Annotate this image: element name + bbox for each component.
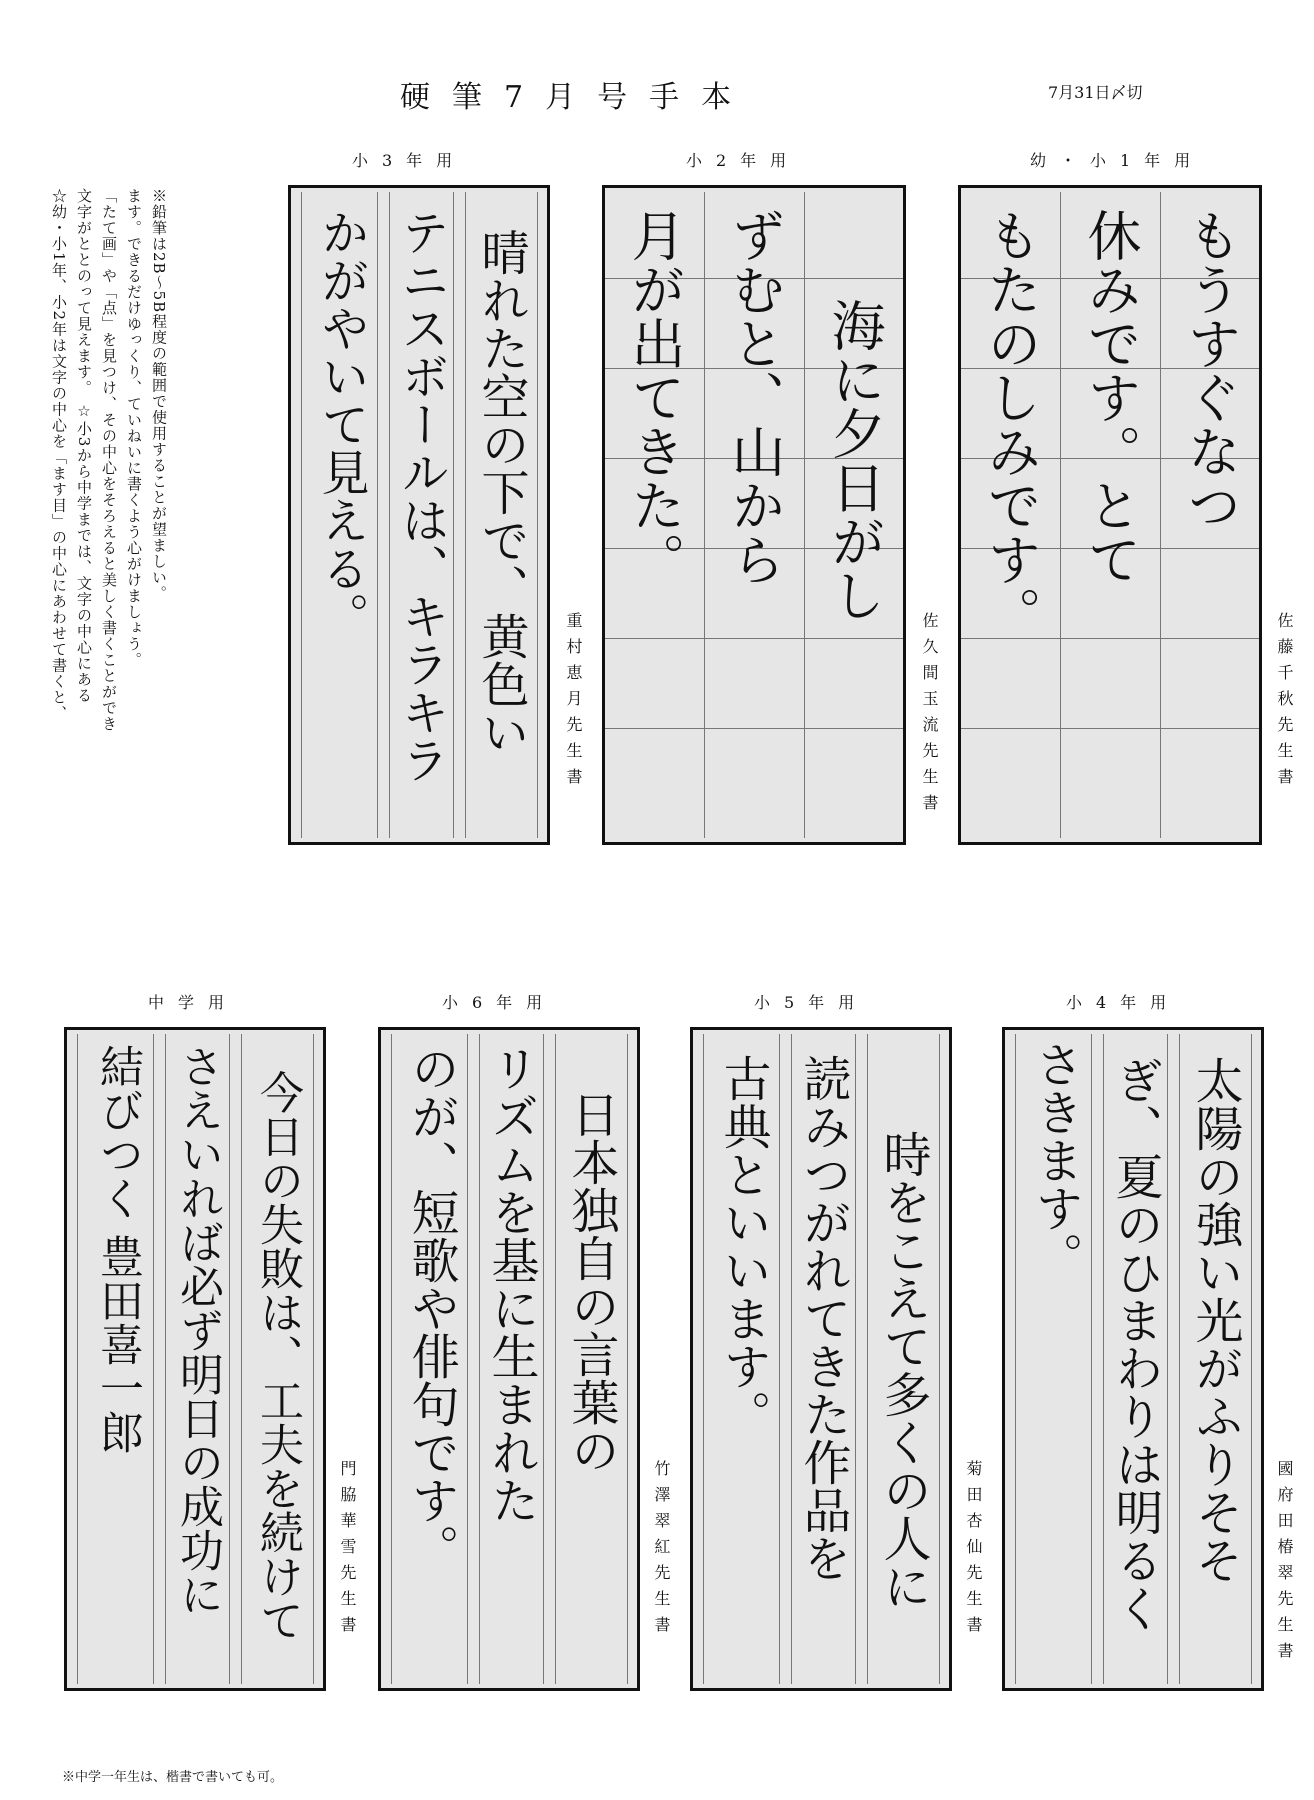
signature: 國府田椿翠先生書 [1275, 1460, 1294, 1668]
grade-label-3: 小3年用 [352, 151, 467, 170]
text-column: リズムを基に生まれた [483, 1044, 539, 1524]
grade-label-jhs: 中学用 [148, 993, 239, 1012]
text-column: テニスボールは、キラキラ [393, 208, 449, 784]
signature: 佐久間玉流先生書 [920, 612, 939, 820]
text-column: 時をこえて多くの人に [875, 1130, 931, 1610]
text-column: 読みつがれてきた作品を [795, 1054, 851, 1582]
text-column: かがやいて見える。 [313, 208, 369, 640]
text-column: ぎ、夏のひまわりは明るく [1107, 1056, 1163, 1632]
grade-label-6: 小6年用 [442, 993, 557, 1012]
text-column: さきます。 [1027, 1040, 1083, 1280]
instruction-notes [46, 188, 171, 748]
text-column: もたのしみです。 [979, 208, 1042, 640]
page-title: 硬筆7月号手本 [400, 80, 754, 115]
text-column: 海に夕日がし [823, 298, 886, 622]
note-line-5: ※鉛筆は2B〜5B程度の範囲で使用することが望ましい。 [150, 188, 168, 602]
note-line-2: 文字がととのって見えます。 ☆小3から中学までは、文字の中心にある [75, 188, 93, 704]
note-line-4: ます。できるだけゆっくり、ていねいに書くよう心がけましょう。 [125, 188, 143, 668]
grade-label-2: 小2年用 [686, 151, 801, 170]
footnote: ※中学一年生は、楷書で書いても可。 [62, 1770, 284, 1785]
note-line-3: 「たて画」や「点」を見つけ、その中心をそろえると美しく書くことができ [100, 188, 118, 732]
grade-label-5: 小5年用 [754, 993, 869, 1012]
text-column: もうすぐなつ [1179, 208, 1242, 532]
text-column: 今日の失敗は、工夫を続けて [252, 1070, 303, 1642]
text-column: 晴れた空の下で、黄色い [473, 228, 529, 756]
text-column: 古典といいます。 [715, 1054, 771, 1438]
signature: 竹澤翠紅先生書 [652, 1460, 671, 1642]
signature: 門脇華雪先生書 [338, 1460, 357, 1642]
panel-grade-3 [288, 185, 550, 845]
signature: 佐藤千秋先生書 [1275, 612, 1294, 794]
text-column: 結びつく 豊田喜一郎 [92, 1044, 143, 1454]
signature: 菊田杏仙先生書 [964, 1460, 983, 1642]
panel-junior-high [64, 1027, 326, 1691]
grade-label-1: 幼・小1年用 [1030, 151, 1205, 170]
text-column: さえいれば必ず明日の成功に [172, 1044, 223, 1616]
grade-label-4: 小4年用 [1066, 993, 1181, 1012]
text-column: 太陽の強い光がふりそそ [1187, 1056, 1243, 1584]
text-column: のが、短歌や俳句です。 [403, 1044, 459, 1572]
text-column: ずむと、山から [723, 208, 786, 586]
note-line-1: ☆幼・小1年、小2年は文字の中心を「ます目」の中心にあわせて書くと、 [50, 188, 68, 722]
signature: 重村恵月先生書 [564, 612, 583, 794]
text-column: 日本独自の言葉の [563, 1090, 619, 1474]
panel-grade-5 [690, 1027, 952, 1691]
text-column: 休みです。とて [1079, 208, 1142, 586]
text-column: 月が出てきた。 [623, 208, 686, 586]
panel-grade-2 [602, 185, 906, 845]
panel-grade-1 [958, 185, 1262, 845]
panel-grade-6 [378, 1027, 640, 1691]
deadline-text: 7月31日〆切 [1048, 83, 1143, 102]
panel-grade-4 [1002, 1027, 1264, 1691]
